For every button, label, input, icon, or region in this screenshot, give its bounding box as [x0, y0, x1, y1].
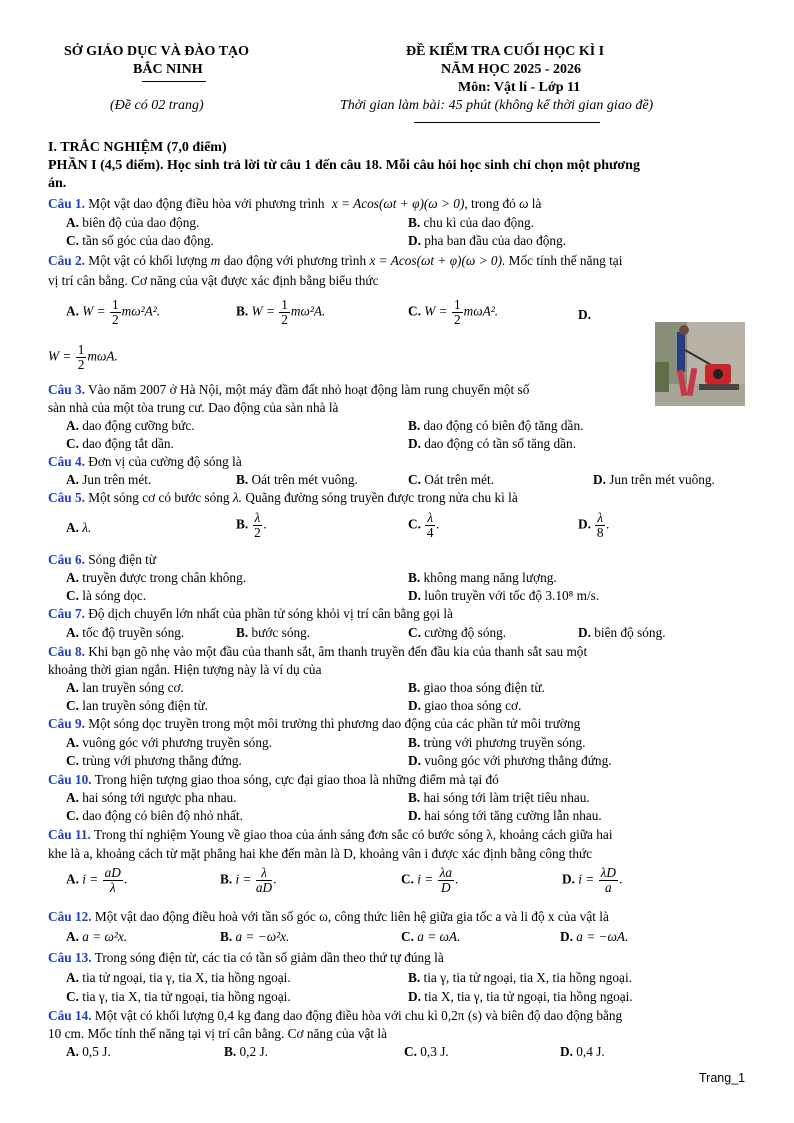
- question-label: Câu 4.: [48, 454, 85, 469]
- part1-instructions: PHẦN I (4,5 điểm). Học sinh trả lời từ câu 1 đến câu 18. Mỗi câu hỏi học sinh chỉ chọn một phương: [48, 158, 640, 173]
- answer-option-d[interactable]: D. vuông góc với phương thẳng đứng.: [408, 753, 612, 768]
- exam-title: ĐỀ KIỂM TRA CUỐI HỌC KÌ I: [406, 44, 605, 59]
- formula: x = Acos(ωt + φ)(ω > 0).: [369, 253, 506, 268]
- question-text: trong đó: [471, 196, 516, 211]
- question-text: Một sóng cơ có bước sóng: [88, 490, 230, 505]
- question-label: Câu 11.: [48, 827, 91, 842]
- header-rule-left: [142, 81, 206, 82]
- answer-option-a[interactable]: A. λ.: [66, 520, 92, 535]
- question-text: Khi bạn gõ nhẹ vào một đầu của thanh sắt, âm thanh truyền đến đầu kia của thanh sắt sau một: [88, 644, 588, 659]
- answer-option-b[interactable]: B. trùng với phương truyền sóng.: [408, 735, 586, 750]
- answer-option-b[interactable]: B. không mang năng lượng.: [408, 570, 557, 585]
- question-14-cont: 10 cm. Mốc tính thế năng tại vị trí cân bằng. Cơ năng của vật là: [48, 1026, 387, 1041]
- question-3-cont: sàn nhà của một tòa trung cư. Dao động của sàn nhà là: [48, 400, 339, 415]
- answer-option-b[interactable]: B. $\frac{\lambda}{2}$ .: [236, 510, 267, 540]
- question-13: [48, 950, 444, 966]
- symbol: ω: [519, 196, 529, 211]
- formula: x = Acos(ωt + φ)(ω > 0),: [331, 196, 468, 211]
- answer-option-b[interactable]: B. dao động có biên độ tăng dần.: [408, 418, 584, 433]
- question-label: Câu 7.: [48, 606, 85, 621]
- question-4: [48, 454, 242, 470]
- compactor-photo: [655, 322, 745, 406]
- answer-option-a[interactable]: A. W = $\frac{1}{2}$ mω²A².: [66, 297, 161, 327]
- answer-option-d[interactable]: D. hai sóng tới tăng cường lẫn nhau.: [408, 808, 602, 823]
- question-7: [48, 606, 453, 622]
- answer-option-a[interactable]: A. i = $\frac{aD}{\lambda}$ .: [66, 865, 128, 895]
- org-province: BẮC NINH: [133, 62, 203, 77]
- school-year: NĂM HỌC 2025 - 2026: [441, 62, 581, 77]
- answer-option-c[interactable]: C. tia γ, tia X, tia tử ngoại, tia hồng ngoại.: [66, 989, 291, 1004]
- answer-option-b[interactable]: B. Oát trên mét vuông.: [236, 472, 358, 487]
- question-label: Câu 1.: [48, 196, 85, 211]
- question-text: là: [531, 196, 542, 211]
- answer-option-c[interactable]: C. cường độ sóng.: [408, 625, 507, 640]
- question-text: Một vật có khối lượng: [88, 253, 208, 268]
- question-label: Câu 13.: [48, 950, 92, 965]
- question-label: Câu 2.: [48, 253, 85, 268]
- answer-option-a[interactable]: A. 0,5 J.: [66, 1044, 111, 1059]
- answer-option-a[interactable]: A. dao động cưỡng bức.: [66, 418, 195, 433]
- answer-option-a[interactable]: A. truyền được trong chân không.: [66, 570, 247, 585]
- question-text: Một vật có khối lượng 0,4 kg đang dao động điều hòa với chu kì 0,2π (s) và biên độ dao động bằng: [94, 1008, 623, 1023]
- question-label: Câu 5.: [48, 490, 85, 505]
- answer-option-a[interactable]: A. biên độ của dao động.: [66, 215, 200, 230]
- question-label: Câu 8.: [48, 644, 85, 659]
- question-6: [48, 552, 156, 568]
- answer-option-a[interactable]: A. lan truyền sóng cơ.: [66, 680, 184, 695]
- answer-option-d[interactable]: D. dao động có tần số tăng dần.: [408, 436, 577, 451]
- answer-option-d[interactable]: W = $\frac{1}{2}$ mωA.: [48, 342, 118, 372]
- answer-option-c[interactable]: C. $\frac{\lambda}{4}$ .: [408, 510, 440, 540]
- question-12: [48, 909, 609, 925]
- answer-option-c[interactable]: C. W = $\frac{1}{2}$ mωA².: [408, 297, 499, 327]
- question-text: Một sóng dọc truyền trong một môi trường thì phương dao động của các phần tử môi trường: [88, 716, 581, 731]
- answer-option-d[interactable]: D. Jun trên mét vuông.: [593, 472, 715, 487]
- question-text: dao động với phương trình: [223, 253, 367, 268]
- question-label: Câu 12.: [48, 909, 92, 924]
- compactor-image: [655, 322, 745, 406]
- question-3: [48, 382, 529, 398]
- answer-option-d[interactable]: D. 0,4 J.: [560, 1044, 605, 1059]
- question-text: Một vật dao động điều hòa với phương trình: [88, 196, 325, 211]
- answer-option-d[interactable]: D. giao thoa sóng cơ.: [408, 698, 522, 713]
- question-2: [48, 253, 622, 269]
- question-5: [48, 490, 518, 506]
- question-1: [48, 196, 541, 212]
- question-11-cont: khe là a, khoảng cách từ mặt phẳng hai khe đến màn là D, khoảng vân i được xác định bằng công thức: [48, 846, 593, 861]
- question-8: [48, 644, 587, 660]
- question-8-cont: khoảng thời gian ngắn. Hiện tượng này là ví dụ của: [48, 662, 322, 677]
- question-label: Câu 3.: [48, 382, 85, 397]
- answer-option-c[interactable]: C. dao động tắt dần.: [66, 436, 174, 451]
- answer-option-c[interactable]: C. dao động có biên độ nhỏ nhất.: [66, 808, 243, 823]
- page-count-note: (Đề có 02 trang): [110, 98, 204, 113]
- answer-option-a[interactable]: A. vuông góc với phương truyền sóng.: [66, 735, 272, 750]
- org-name: SỞ GIÁO DỤC VÀ ĐÀO TẠO: [64, 44, 250, 59]
- question-text: Vào năm 2007 ở Hà Nội, một máy đầm đất nhỏ hoạt động làm rung chuyển một số: [88, 382, 530, 397]
- question-2-cont: vị trí cân bằng. Cơ năng của vật được xác định bằng biểu thức: [48, 273, 379, 288]
- subject: Môn: Vật lí - Lớp 11: [458, 80, 581, 95]
- answer-option-b[interactable]: B. chu kì của dao động.: [408, 215, 534, 230]
- answer-option-d[interactable]: D. biên độ sóng.: [578, 625, 666, 640]
- time-limit: Thời gian làm bài: 45 phút (không kể thời gian giao đề): [340, 98, 654, 113]
- question-text: Quãng đường sóng truyền được trong nửa chu kì là: [245, 490, 518, 505]
- question-text: Trong hiện tượng giao thoa sóng, cực đại giao thoa là những điểm mà tại đó: [94, 772, 499, 787]
- question-9: [48, 716, 580, 732]
- question-11: [48, 827, 613, 843]
- answer-option-c[interactable]: C. i = $\frac{\lambda a}{D}$ .: [401, 865, 459, 895]
- question-label: Câu 10.: [48, 772, 92, 787]
- symbol: m: [210, 253, 221, 268]
- answer-option-c[interactable]: C. 0,3 J.: [404, 1044, 449, 1059]
- header-rule-right: [414, 122, 600, 123]
- question-10: [48, 772, 499, 788]
- answer-option-c[interactable]: C. trùng với phương thẳng đứng.: [66, 753, 242, 768]
- answer-option-c[interactable]: C. là sóng dọc.: [66, 588, 147, 603]
- answer-option-b[interactable]: B. giao thoa sóng điện từ.: [408, 680, 545, 695]
- answer-option-a[interactable]: A. hai sóng tới ngược pha nhau.: [66, 790, 237, 805]
- question-label: Câu 6.: [48, 552, 85, 567]
- answer-option-b[interactable]: B. tia γ, tia tử ngoại, tia X, tia hồng ngoại.: [408, 970, 632, 985]
- answer-option-b[interactable]: B. 0,2 J.: [224, 1044, 268, 1059]
- question-text: Mốc tính thế năng tại: [508, 253, 623, 268]
- symbol: λ.: [232, 490, 243, 505]
- section-title: I. TRẮC NGHIỆM (7,0 điểm): [48, 140, 227, 155]
- answer-option-a[interactable]: A. Jun trên mét.: [66, 472, 152, 487]
- answer-option-b[interactable]: B. hai sóng tới làm triệt tiêu nhau.: [408, 790, 590, 805]
- answer-option-b[interactable]: B. a = −ω²x.: [220, 929, 290, 944]
- question-text: Độ dịch chuyển lớn nhất của phần tử sóng khỏi vị trí cân bằng gọi là: [88, 606, 453, 621]
- answer-option-c[interactable]: C. tần số góc của dao động.: [66, 233, 214, 248]
- answer-option-c[interactable]: C. lan truyền sóng điện từ.: [66, 698, 209, 713]
- question-text: Trong thí nghiệm Young về giao thoa của ánh sáng đơn sắc có bước sóng λ, khoảng cách giữa hai: [93, 827, 613, 842]
- answer-option-a[interactable]: A. tốc độ truyền sóng.: [66, 625, 185, 640]
- question-text: Sóng điện từ: [88, 552, 157, 567]
- answer-option-d[interactable]: D. a = −ωA.: [560, 929, 629, 944]
- answer-option-b[interactable]: B. W = $\frac{1}{2}$ mω²A.: [236, 297, 326, 327]
- question-label: Câu 14.: [48, 1008, 92, 1023]
- answer-option-b[interactable]: B. bước sóng.: [236, 625, 311, 640]
- answer-option-d[interactable]: D. pha ban đầu của dao động.: [408, 233, 567, 248]
- page-number: Trang_1: [699, 1071, 746, 1085]
- answer-option-c[interactable]: C. Oát trên mét.: [408, 472, 495, 487]
- answer-option-d[interactable]: D. luôn truyền với tốc độ 3.10⁸ m/s.: [408, 588, 600, 603]
- answer-option-d[interactable]: D. tia X, tia γ, tia tử ngoại, tia hồng ngoại.: [408, 989, 633, 1004]
- answer-option-b[interactable]: B. i = $\frac{\lambda}{aD}$ .: [220, 865, 277, 895]
- answer-option-c[interactable]: C. a = ωA.: [401, 929, 461, 944]
- answer-option-d[interactable]: D. $\frac{\lambda}{8}$ .: [578, 510, 610, 540]
- question-text: Một vật dao động điều hoà với tần số góc ω, công thức liên hệ giữa gia tốc a và li độ x của vật là: [94, 909, 609, 924]
- answer-option-d-label[interactable]: D.: [578, 307, 591, 322]
- question-label: Câu 9.: [48, 716, 85, 731]
- part1-instructions-cont: án.: [48, 176, 67, 191]
- answer-option-d[interactable]: D. i = $\frac{\lambda D}{a}$ .: [562, 865, 623, 895]
- answer-option-a[interactable]: A. tia tử ngoại, tia γ, tia X, tia hồng ngoại.: [66, 970, 291, 985]
- answer-option-a[interactable]: A. a = ω²x.: [66, 929, 128, 944]
- question-text: Trong sóng điện từ, các tia có tần số giảm dần theo thứ tự đúng là: [94, 950, 444, 965]
- question-text: Đơn vị của cường độ sóng là: [88, 454, 242, 469]
- question-14: [48, 1008, 622, 1024]
